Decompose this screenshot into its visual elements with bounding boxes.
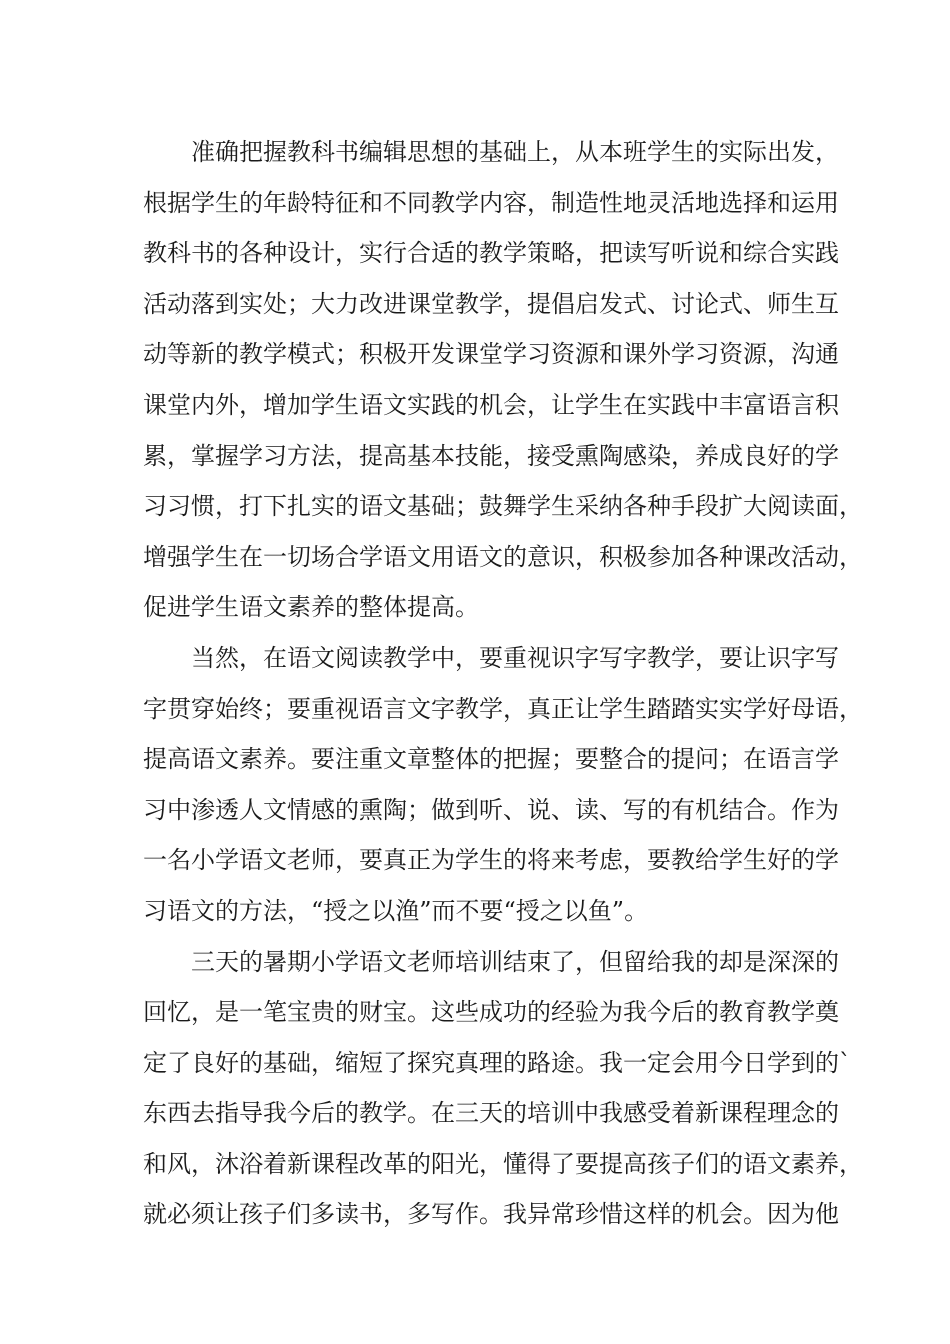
text-line: 根据学生的年龄特征和不同教学内容，制造性地灵活地选择和运用 [143, 188, 839, 217]
text-line: 促进学生语文素养的整体提高。 [143, 593, 479, 622]
text-line: 字贯穿始终；要重视语言文字教学，真正让学生踏踏实实学好母语， [143, 694, 863, 723]
text-line: 一名小学语文老师，要真正为学生的将来考虑，要教给学生好的学 [143, 846, 839, 875]
text-line: 动等新的教学模式；积极开发课堂学习资源和课外学习资源，沟通 [143, 340, 839, 369]
text-line: 习中渗透人文情感的熏陶；做到听、说、读、写的有机结合。作为 [143, 795, 839, 824]
document-body [143, 127, 863, 1240]
text-line: 和风，沐浴着新课程改革的阳光，懂得了要提高孩子们的语文素养， [143, 1149, 863, 1178]
text-line: 定了良好的基础，缩短了探究真理的路途。我一定会用今日学到的` [143, 1048, 851, 1077]
text-line: 累，掌握学习方法，提高基本技能，接受熏陶感染，养成良好的学 [143, 441, 839, 470]
paragraph-first-line: 三天的暑期小学语文老师培训结束了，但留给我的却是深深的 [191, 947, 839, 976]
paragraph-first-line: 准确把握教科书编辑思想的基础上，从本班学生的实际出发， [191, 138, 839, 166]
text-line: 教科书的各种设计，实行合适的教学策略，把读写听说和综合实践 [143, 239, 839, 268]
text-line: 课堂内外，增加学生语文实践的机会，让学生在实践中丰富语言积 [143, 390, 839, 419]
text-line: 习语文的方法，“授之以渔”而不要“授之以鱼”。 [143, 896, 649, 925]
text-line: 东西去指导我今后的教学。在三天的培训中我感受着新课程理念的 [143, 1099, 839, 1128]
text-line: 习习惯，打下扎实的语文基础；鼓舞学生采纳各种手段扩大阅读面， [143, 492, 863, 521]
text-line: 回忆，是一笔宝贵的财宝。这些成功的经验为我今后的教育教学奠 [143, 998, 839, 1027]
text-line: 提高语文素养。要注重文章整体的把握；要整合的提问；在语言学 [143, 745, 839, 774]
text-line: 就必须让孩子们多读书，多写作。我异常珍惜这样的机会。因为他 [143, 1200, 839, 1229]
paragraph-first-line: 当然，在语文阅读教学中，要重视识字写字教学，要让识字写 [191, 643, 839, 672]
text-line: 活动落到实处；大力改进课堂教学，提倡启发式、讨论式、师生互 [143, 289, 839, 318]
text-line: 增强学生在一切场合学语文用语文的意识，积极参加各种课改活动， [143, 542, 863, 571]
